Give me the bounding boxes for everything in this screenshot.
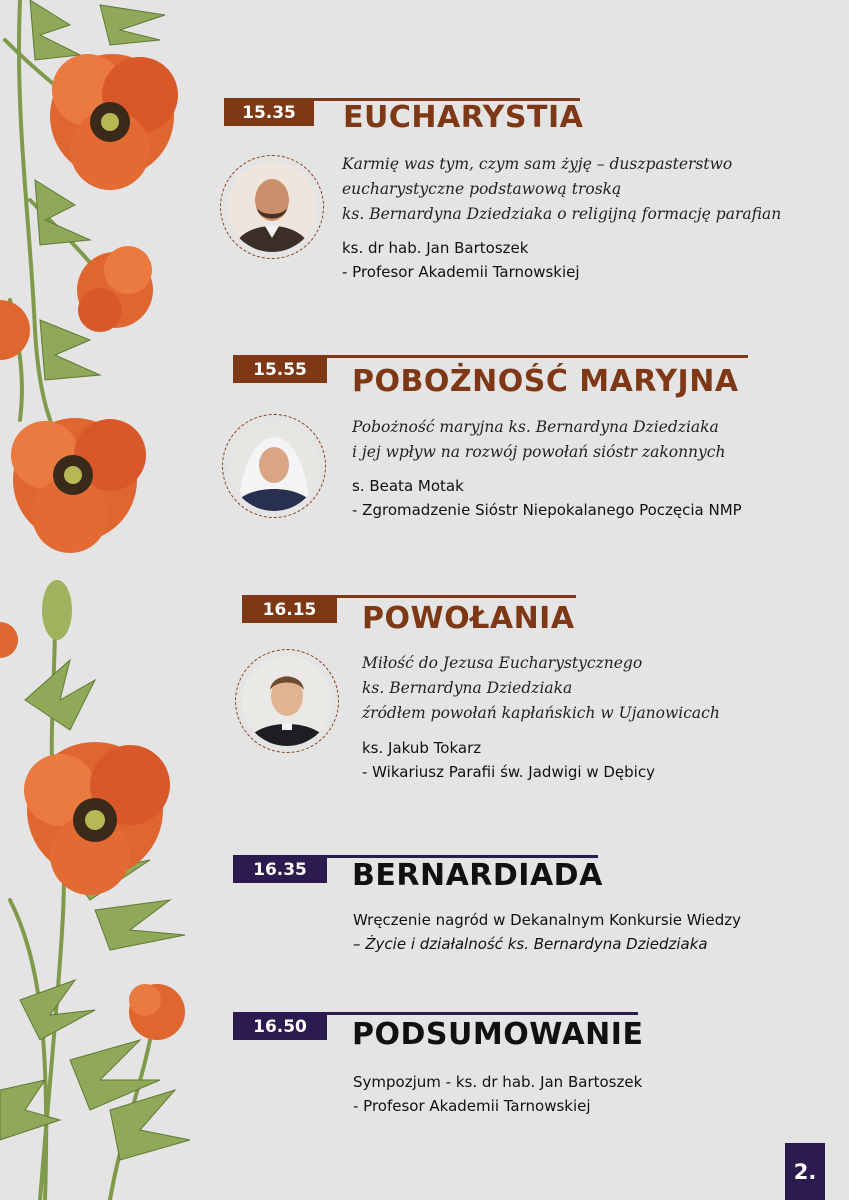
description-line: Wręczenie nagród w Dekanalnym Konkursie Wiedzy (353, 911, 741, 929)
description-line: - Profesor Akademii Tarnowskiej (353, 1097, 591, 1115)
description-line: – Życie i działalność ks. Bernardyna Dziedziaka (353, 935, 708, 953)
lecture-line: źródłem powołań kapłańskich w Ujanowicach (362, 704, 720, 722)
speaker-portrait-icon (227, 162, 317, 252)
speaker-info (342, 236, 580, 284)
speaker-affiliation: - Zgromadzenie Sióstr Niepokalanego Poczęcia NMP (352, 501, 742, 519)
lecture-line: Miłość do Jezusa Eucharystycznego (362, 654, 643, 672)
speaker-name: ks. Jakub Tokarz (362, 739, 482, 757)
session-description (353, 1070, 642, 1118)
speaker-name: ks. dr hab. Jan Bartoszek (342, 239, 529, 257)
speaker-portrait-icon (242, 656, 332, 746)
lecture-line: eucharystyczne podstawową troską (342, 180, 622, 198)
lecture-line: ks. Bernardyna Dziedziaka o religijną formację parafian (342, 205, 782, 223)
time-badge: 16.50 (233, 1014, 327, 1040)
lecture-line: Pobożność maryjna ks. Bernardyna Dziedziaka (352, 418, 719, 436)
speaker-affiliation: - Wikariusz Parafii św. Jadwigi w Dębicy (362, 763, 655, 781)
lecture-line: ks. Bernardyna Dziedziaka (362, 679, 573, 697)
speaker-info (362, 736, 655, 784)
lecture-title (342, 152, 781, 227)
session-description (353, 908, 741, 956)
page-number: 2. (785, 1143, 825, 1200)
lecture-line: i jej wpływ na rozwój powołań sióstr zakonnych (352, 443, 726, 461)
time-badge: 16.35 (233, 857, 327, 883)
speaker-photo (222, 414, 326, 518)
session-title: POBOŻNOŚĆ MARYJNA (352, 364, 739, 399)
lecture-title (362, 651, 720, 726)
speaker-affiliation: - Profesor Akademii Tarnowskiej (342, 263, 580, 281)
session-title: EUCHARYSTIA (343, 100, 584, 135)
description-line: Sympozjum - ks. dr hab. Jan Bartoszek (353, 1073, 643, 1091)
time-badge: 15.55 (233, 357, 327, 383)
lecture-title (352, 415, 725, 465)
speaker-portrait-icon (229, 421, 319, 511)
speaker-name: s. Beata Motak (352, 477, 464, 495)
session-title: BERNARDIADA (352, 858, 603, 893)
time-badge: 16.15 (242, 597, 337, 623)
lecture-line: Karmię was tym, czym sam żyję – duszpasterstwo (342, 155, 733, 173)
speaker-info (352, 474, 742, 522)
session-title: PODSUMOWANIE (352, 1017, 644, 1052)
speaker-photo (220, 155, 324, 259)
poppy-illustration (0, 0, 200, 1200)
time-badge: 15.35 (224, 100, 314, 126)
speaker-photo (235, 649, 339, 753)
session-title: POWOŁANIA (362, 601, 575, 636)
